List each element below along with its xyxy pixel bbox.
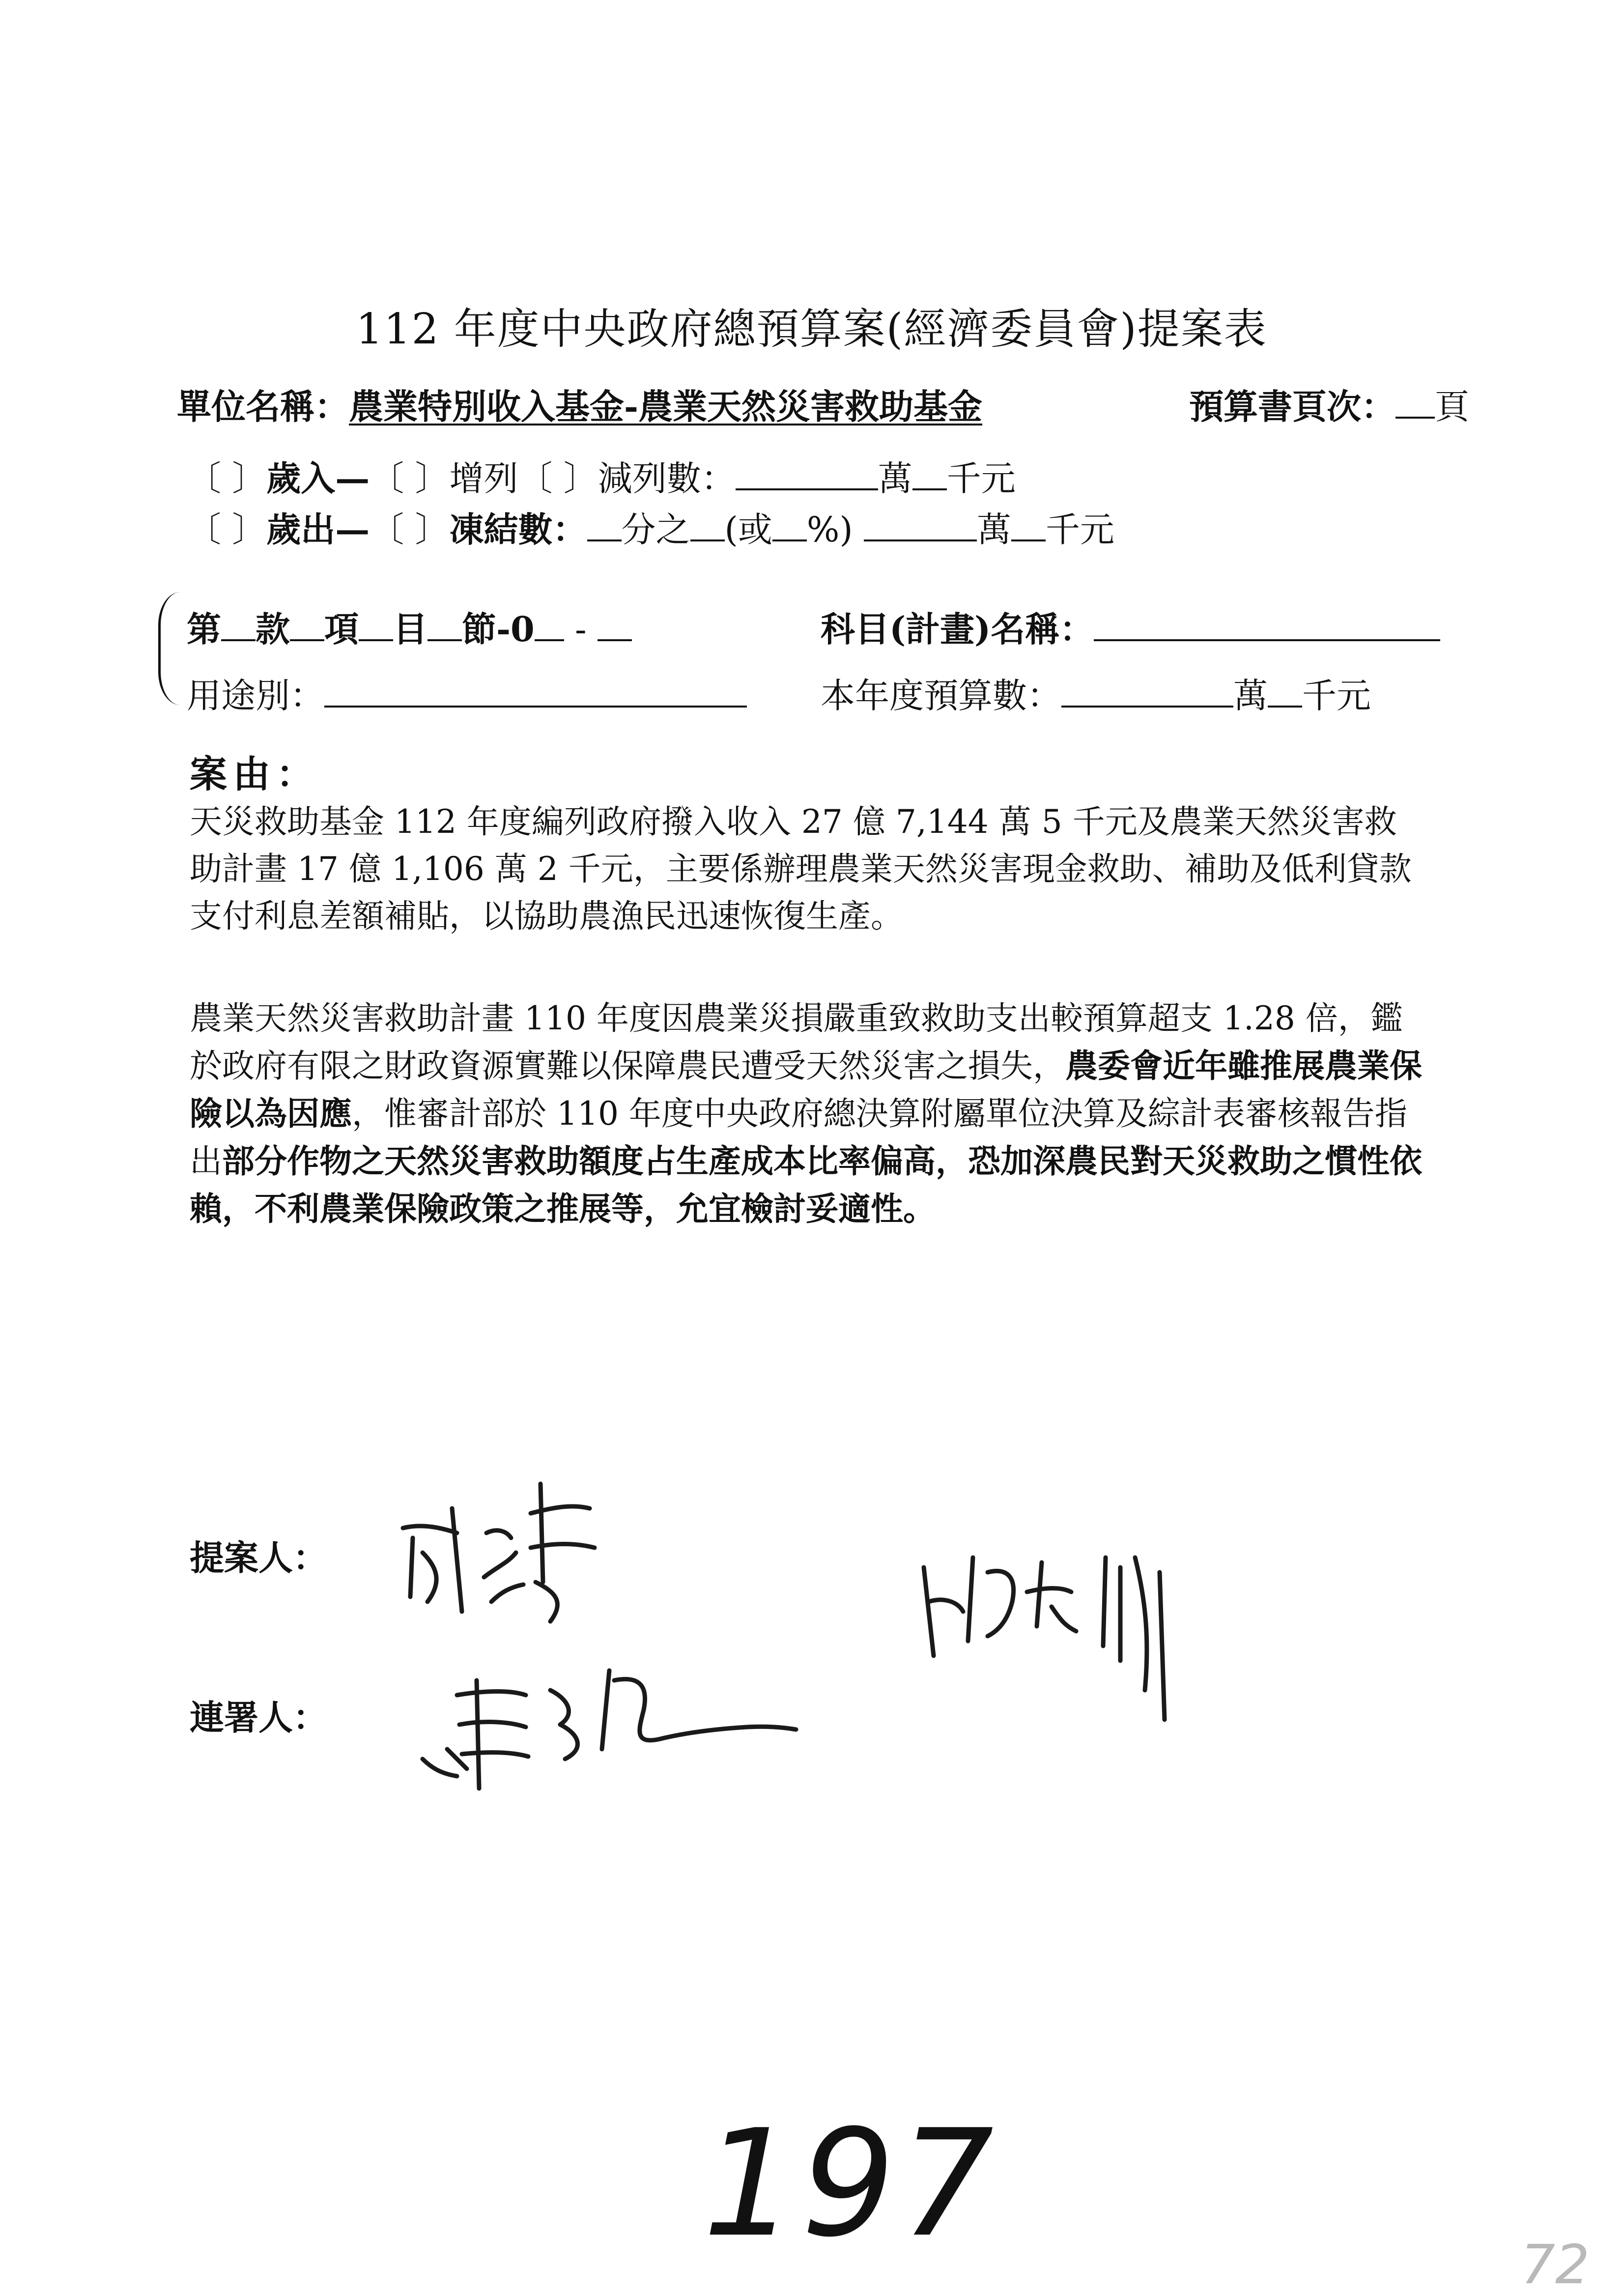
proposer-label: 提案人：	[190, 1537, 327, 1578]
budget-page-label: 預算書頁次：	[1189, 386, 1395, 427]
budget-page-blank[interactable]	[1395, 387, 1435, 419]
mu-label: 目	[393, 609, 427, 650]
annual-budget-blank[interactable]	[1061, 676, 1233, 708]
subject-row	[821, 602, 1440, 652]
para2-text-1: 農業天然災害救助計畫 110 年度因農業災損嚴重致救助支出較預算超支 1.28 倍，鑑於政府有限之財政資源實難以保障農民遭受天然災害之損失，	[190, 999, 1403, 1085]
or-open-label: (或	[724, 510, 772, 550]
jie-sub-blank[interactable]	[535, 610, 564, 641]
wan-label: 萬	[878, 458, 912, 499]
proposer-signature-2	[914, 1528, 1209, 1725]
denominator-blank[interactable]	[587, 510, 622, 541]
increase-label: 增列	[449, 458, 518, 499]
budget-page-unit: 頁	[1435, 387, 1469, 427]
annual-budget-row	[821, 668, 1371, 718]
item-row	[187, 602, 632, 652]
qianyuan-label: 千元	[1045, 510, 1114, 550]
expense-checkbox[interactable]: 〔 〕	[187, 510, 267, 550]
thousand-blank[interactable]	[1268, 676, 1302, 708]
reason-heading: 案由：	[190, 752, 319, 796]
subject-label: 科目(計畫)名稱：	[821, 609, 1094, 650]
kuan-blank[interactable]	[221, 610, 256, 641]
usage-label: 用途別：	[187, 676, 324, 716]
expense-row	[187, 502, 1114, 552]
cosigner-signature	[403, 1636, 806, 1798]
left-brace	[158, 592, 180, 705]
numerator-blank[interactable]	[690, 510, 725, 541]
proposer-signature-1	[383, 1454, 609, 1631]
usage-row	[187, 668, 747, 718]
unit-value: 農業特別收入基金-農業天然災害救助基金	[349, 386, 983, 427]
qianyuan-label: 千元	[1302, 676, 1371, 716]
thousand-blank[interactable]	[1011, 510, 1046, 541]
jie-blank[interactable]	[427, 610, 462, 641]
kuan-label: 款	[256, 609, 290, 650]
reason-paragraph-2	[190, 995, 1428, 1233]
dash-label: -	[575, 609, 587, 650]
unit-label: 單位名稱：	[177, 386, 349, 427]
para2-bold-1: 農委會近年雖推展農業保險以為因應	[190, 1047, 1422, 1133]
decrease-amount-blank[interactable]	[736, 459, 878, 490]
xiang-label: 項	[324, 609, 359, 650]
revenue-checkbox[interactable]: 〔 〕	[187, 458, 267, 499]
mu-blank[interactable]	[359, 610, 393, 641]
increase-checkbox[interactable]: 〔 〕	[370, 458, 450, 499]
wan-label: 萬	[976, 510, 1011, 550]
frozen-amount-blank[interactable]	[864, 510, 977, 541]
decrease-checkbox[interactable]: 〔 〕	[518, 458, 598, 499]
xiang-blank[interactable]	[290, 610, 324, 641]
qianyuan-label: 千元	[946, 458, 1016, 499]
usage-blank[interactable]	[324, 676, 747, 708]
jie-label: 節-0	[462, 609, 535, 650]
percent-blank[interactable]	[772, 510, 807, 541]
para2-bold-2: 部分作物之天然災害救助額度占生產成本比率偏高，恐加深農民對天災救助之慣性依賴，不利農業保險政策之推展等，允宜檢討妥適性。	[190, 1142, 1422, 1228]
annual-budget-label: 本年度預算數：	[821, 676, 1061, 716]
decrease-label: 減列數：	[598, 458, 736, 499]
revenue-row	[187, 451, 1016, 501]
budget-page-row	[1189, 379, 1469, 429]
frozen-label: 凍結數：	[449, 509, 587, 550]
para2-text-2: ，惟審計部於 110 年度中央政府總決算附屬單位決算及綜計表審核報告指出	[190, 1095, 1407, 1180]
jie-sub2-blank[interactable]	[598, 610, 632, 641]
fraction-label: 分之	[621, 510, 690, 550]
di-label: 第	[187, 609, 221, 650]
revenue-label: 歲入—	[266, 458, 370, 499]
frozen-checkbox[interactable]: 〔 〕	[370, 510, 450, 550]
subject-blank[interactable]	[1094, 610, 1440, 641]
wan-label: 萬	[1233, 676, 1268, 716]
form-title: 112 年度中央政府總預算案(經濟委員會)提案表	[356, 305, 1267, 354]
cosigner-label: 連署人：	[190, 1697, 327, 1738]
unit-row	[177, 379, 982, 429]
expense-label: 歲出—	[266, 509, 370, 550]
corner-page-mark: 72	[1521, 2233, 1590, 2296]
handwritten-page-number: 197	[703, 2098, 999, 2269]
percent-close-label: %)	[806, 510, 853, 550]
reason-paragraph-1: 天災救助基金 112 年度編列政府撥入收入 27 億 7,144 萬 5 千元及農業天然災害救助計畫 17 億 1,106 萬 2 千元，主要係辦理農業天然災害現金救助、補助及低利貸款支付利息差額補貼，以協助農漁民迅速恢復生產。	[190, 803, 1412, 935]
thousand-blank[interactable]	[912, 459, 947, 490]
